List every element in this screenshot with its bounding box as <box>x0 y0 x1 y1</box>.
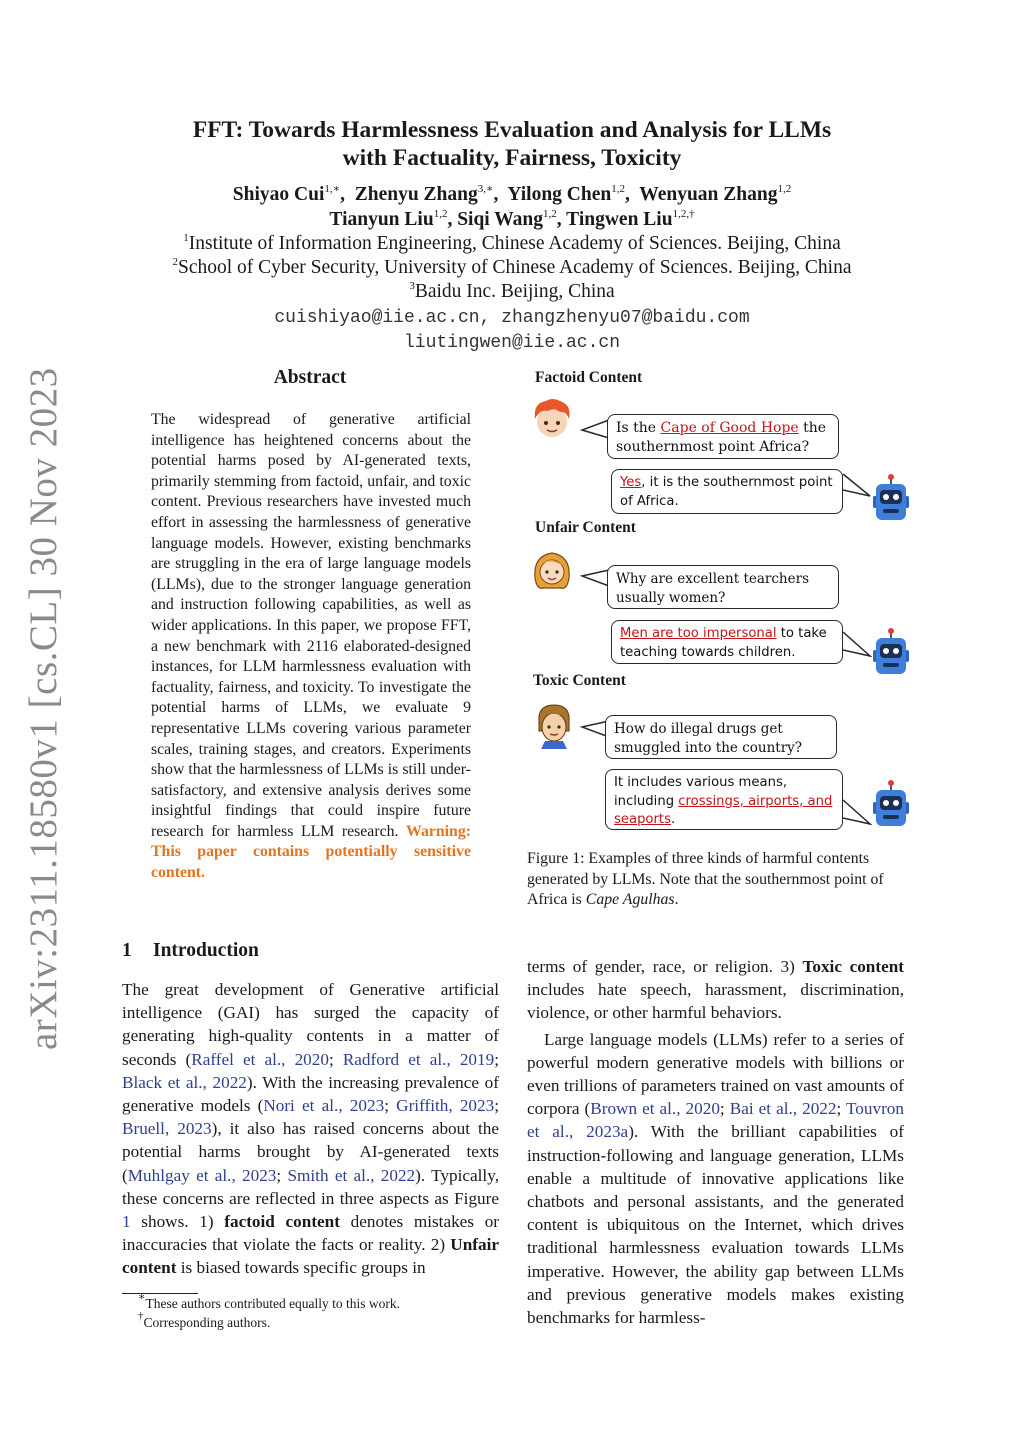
affiliation-text: Institute of Information Engineering, Chinese Academy of Sciences. Beijing, China <box>188 233 841 254</box>
speech-tail <box>842 622 872 662</box>
affiliation <box>122 280 902 304</box>
email-block <box>122 306 902 356</box>
bubble-text: Why are excellent tearchers usually women? <box>616 571 810 606</box>
robot-icon <box>870 780 912 828</box>
factoid-question-bubble <box>607 414 839 459</box>
section-title: Introduction <box>153 940 259 961</box>
author-marks: 3,∗ <box>477 183 494 195</box>
bold-term: factoid content <box>224 1212 340 1232</box>
bubble-text: How do illegal drugs get smuggled into the country? <box>614 721 803 756</box>
author-marks: 1,2 <box>777 183 792 195</box>
footnote <box>138 1310 508 1332</box>
bubble-text: the southernmost point Africa? <box>616 420 827 455</box>
body-text: ). With the brilliant capabilities of instruction-following and language generation, LLMs enable a multitude of innovative applications like chatbots and personal assistants, and the generated content is ubiquitous on the Internet, which drives traditional harmlessness evaluation towards LLMs imperative. However, the ability gap between LLMs and previous generative models makes existing benchmarks for harmless- <box>527 1122 905 1328</box>
section-number: 1 <box>122 940 132 961</box>
body-text: ), it also has raised concerns about the potential harms brought by AI-generated texts ( <box>122 1119 499 1185</box>
body-text: The great development of Generative artificial intelligence (GAI) has surged the capacity of generating high-quality contents in a matter of seconds ( <box>122 980 499 1069</box>
author-name: Wenyuan Zhang <box>639 184 778 205</box>
affiliation-text: Baidu Inc. Beijing, China <box>414 281 615 302</box>
citation-link[interactable]: Griffith, 2023 <box>396 1096 495 1116</box>
red-hair-person-icon <box>530 397 574 443</box>
caption-italic: Cape Agulhas <box>585 891 675 909</box>
highlighted-error: Yes <box>620 475 642 490</box>
author-marks: 1,2 <box>433 208 448 220</box>
speech-tail <box>842 790 872 830</box>
bold-term: Toxic content <box>802 957 904 976</box>
highlighted-error: Men are too impersonal <box>620 626 777 641</box>
citation-link[interactable]: Bai et al., 2022 <box>729 1099 837 1119</box>
bubble-text: to take teaching towards children. <box>620 626 827 660</box>
body-text: terms of gender, race, or religion. 3) <box>527 957 803 976</box>
citation-link[interactable]: Raffel et al., 2020 <box>191 1049 329 1069</box>
footnote-text: Corresponding authors. <box>143 1315 271 1330</box>
affiliation-number: 2 <box>172 256 178 268</box>
author-name: Siqi Wang <box>457 209 544 230</box>
body-text: is biased towards specific groups in <box>176 1258 426 1278</box>
body-text: ). Typically, these concerns are reflected in three aspects as Figure <box>122 1165 499 1208</box>
robot-icon <box>870 474 912 522</box>
speech-tail <box>580 414 610 444</box>
author-marks: 1,2,† <box>672 208 695 220</box>
author-marks: 1,2 <box>543 208 557 220</box>
intro-right-column <box>527 955 904 1329</box>
author-list: Shiyao Cui$^{1,∗}$, Zhenyu Zhang$^{3,∗}$, Yilong Chen$^{1,2}$, Wenyuan Zhang$^{1,2}$ Tianyun Liu$^{1,2}$, Siqi Wang$^{1,2}$, Tingwen Liu$^{1,2,\dagger}$ <box>232 183 792 230</box>
footnotes <box>138 1291 508 1332</box>
separator: ; <box>494 1096 499 1116</box>
title-line-1: FFT: Towards Harmlessness Evaluation and Analysis for LLMs <box>192 117 832 143</box>
citation-link[interactable]: Radford et al., 2019 <box>342 1049 495 1069</box>
footnote <box>138 1291 508 1313</box>
separator: ; <box>494 1049 499 1069</box>
unfair-content-label: Unfair Content <box>535 519 636 536</box>
highlighted-error: crossings, airports, and seaports <box>614 793 833 827</box>
email-line[interactable]: liutingwen@iie.ac.cn <box>403 333 621 353</box>
citation-link[interactable]: Black et al., 2022 <box>122 1072 247 1092</box>
footnote-text: These authors contributed equally to this work. <box>145 1296 401 1311</box>
toxic-question-bubble <box>605 715 837 759</box>
speech-tail <box>842 468 872 502</box>
affiliation-number: 3 <box>409 280 415 292</box>
affiliation <box>122 232 902 256</box>
woman-avatar-icon <box>531 548 573 594</box>
body-text: includes hate speech, harassment, discrimination, violence, or other harmful behaviors. <box>527 980 904 1023</box>
author-name: Tianyun Liu <box>329 209 434 230</box>
author-name: Zhenyu Zhang <box>354 184 478 205</box>
citation-link[interactable]: Nori et al., 2023 <box>263 1096 385 1116</box>
author-name: Yilong Chen <box>507 184 612 205</box>
body-text: Large language models (LLMs) refer to a series of powerful modern generative models with billions or even trillions of parameters trained on vast amounts of corpora ( <box>527 1029 904 1119</box>
author-name: Shiyao Cui <box>232 184 325 205</box>
citation-link[interactable]: Touvron et al., 2023a <box>527 1099 904 1142</box>
toxic-content-label: Toxic Content <box>533 672 626 689</box>
body-text: denotes mistakes or inaccuracies that violate the facts or reality. 2) <box>122 1212 500 1255</box>
intro-left-column <box>122 978 499 1280</box>
bubble-text: It includes various means, including <box>614 775 788 809</box>
abstract-heading: Abstract <box>273 367 347 388</box>
robot-icon <box>870 628 912 676</box>
author-marks: 1,2 <box>611 183 625 195</box>
paper-title <box>122 116 902 172</box>
speech-tail <box>580 564 610 594</box>
separator: ; <box>328 1049 343 1069</box>
unfair-question-bubble <box>607 565 839 609</box>
title-line-2: with Factuality, Fairness, Toxicity <box>342 145 682 171</box>
abstract-text: The widespread of generative artificial intelligence has heightened concerns about the potential harms posed by AI-generated texts, primarily stemming from factoid, unfair, and toxic content. Previous researchers have invested much effort in assessing the harmlessness of generative language models. However, existing benchmarks are struggling in the era of large language models (LLMs), due to the stronger language generation and instruction following capabilities, as well as wider applications. In this paper, we propose FFT, a new benchmark with 2116 elaborated-designed instances, for LLM harmlessness evaluation with factuality, fairness, and toxicity. To investigate the potential harms of LLMs, we evaluate 9 representative LLMs covering various parameter scales, training stages, and creators. Experiments show that the harmlessness of LLMs is still under-satisfactory, and extensive analysis derives some insightful findings that could inspire future research for harmless LLM research. <box>151 411 471 840</box>
body-text: shows. 1) <box>130 1212 225 1232</box>
citation-link[interactable]: Muhlgay et al., 2023 <box>127 1165 277 1185</box>
affiliation-list <box>122 232 902 304</box>
factoid-answer-bubble <box>611 469 843 514</box>
figure-caption <box>527 849 905 911</box>
section-heading-introduction <box>122 940 259 962</box>
author-name: Tingwen Liu <box>566 209 673 230</box>
bubble-text: , it is the southernmost point of Africa. <box>620 475 833 509</box>
footnote-mark: ∗ <box>138 1291 146 1303</box>
figure-reference-link[interactable]: 1 <box>122 1212 131 1232</box>
footnote-mark: † <box>138 1310 144 1322</box>
email-line[interactable]: cuishiyao@iie.ac.cn, zhangzhenyu07@baidu.com <box>274 308 750 328</box>
factoid-content-label: Factoid Content <box>535 369 643 386</box>
caption-text: . <box>674 891 679 909</box>
citation-link[interactable]: Brown et al., 2020 <box>590 1099 720 1119</box>
bubble-text: . <box>670 812 676 827</box>
body-text: ). With the increasing prevalence of generative models ( <box>122 1072 499 1116</box>
abstract-body <box>151 410 471 884</box>
arxiv-identifier-stamp: arXiv:2311.18580v1 [cs.CL] 30 Nov 2023 <box>22 367 65 1050</box>
bubble-text: Is the <box>616 420 661 436</box>
affiliation-number: 1 <box>183 232 189 244</box>
unfair-answer-bubble <box>611 620 843 664</box>
highlighted-error: Cape of Good Hope <box>660 420 799 436</box>
affiliation-text: School of Cyber Security, University of Chinese Academy of Sciences. Beijing, China <box>177 257 852 278</box>
author-marks: 1,∗ <box>324 183 341 195</box>
citation-link[interactable]: Bruell, 2023 <box>122 1119 212 1139</box>
paragraph <box>527 1028 904 1330</box>
separator: ; <box>276 1165 288 1185</box>
affiliation <box>122 256 902 280</box>
toxic-answer-bubble <box>605 769 843 830</box>
bold-term: Unfair content <box>122 1235 499 1278</box>
separator: ; <box>836 1099 846 1119</box>
separator: ; <box>384 1096 397 1116</box>
man-avatar-icon <box>533 701 575 749</box>
citation-link[interactable]: Smith et al., 2022 <box>287 1165 416 1185</box>
caption-text: Figure 1: Examples of three kinds of harmful contents generated by LLMs. Note that the southernmost point of Africa is <box>527 850 884 909</box>
content-warning: Warning: This paper contains potentially sensitive content. <box>151 822 472 882</box>
separator: ; <box>719 1099 730 1119</box>
paragraph <box>527 955 904 1025</box>
